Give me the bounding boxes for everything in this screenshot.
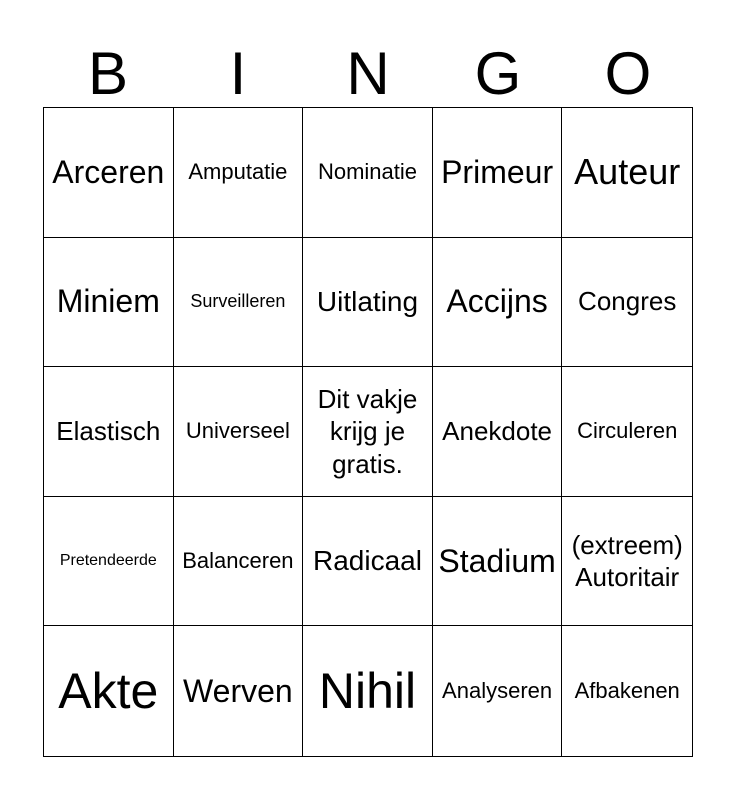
bingo-cell: Nominatie: [303, 108, 433, 238]
bingo-header: [43, 40, 693, 108]
bingo-cell: Miniem: [44, 238, 174, 368]
bingo-cell: Nihil: [303, 626, 433, 756]
bingo-cell: Universeel: [174, 367, 304, 497]
bingo-cell: Uitlating: [303, 238, 433, 368]
bingo-cell: Radicaal: [303, 497, 433, 627]
bingo-cell: Amputatie: [174, 108, 304, 238]
bingo-cell-free-space: Dit vakje krijg je gratis.: [303, 367, 433, 497]
bingo-cell: Surveilleren: [174, 238, 304, 368]
bingo-cell: Elastisch: [44, 367, 174, 497]
header-letter-g: G: [474, 40, 522, 107]
bingo-cell: Auteur: [562, 108, 692, 238]
bingo-cell: Balanceren: [174, 497, 304, 627]
bingo-cell: Primeur: [433, 108, 563, 238]
bingo-cell: Akte: [44, 626, 174, 756]
bingo-cell: Circuleren: [562, 367, 692, 497]
bingo-cell: Anekdote: [433, 367, 563, 497]
bingo-cell: Pretendeerde: [44, 497, 174, 627]
header-letter-b: B: [87, 40, 129, 107]
bingo-grid: [43, 107, 693, 757]
bingo-cell: Werven: [174, 626, 304, 756]
bingo-cell: Afbakenen: [574, 678, 680, 704]
bingo-cell: (extreem) Autoritair: [562, 497, 692, 627]
header-letter-o: O: [604, 40, 652, 107]
bingo-cell: Analyseren: [433, 626, 563, 756]
bingo-cell: Stadium: [433, 497, 563, 627]
bingo-cell: Accijns: [433, 238, 563, 368]
bingo-cell: Arceren: [44, 108, 174, 238]
header-letter-n: N: [346, 40, 390, 107]
bingo-cell: Congres: [562, 238, 692, 368]
header-letter-i: I: [229, 40, 247, 107]
